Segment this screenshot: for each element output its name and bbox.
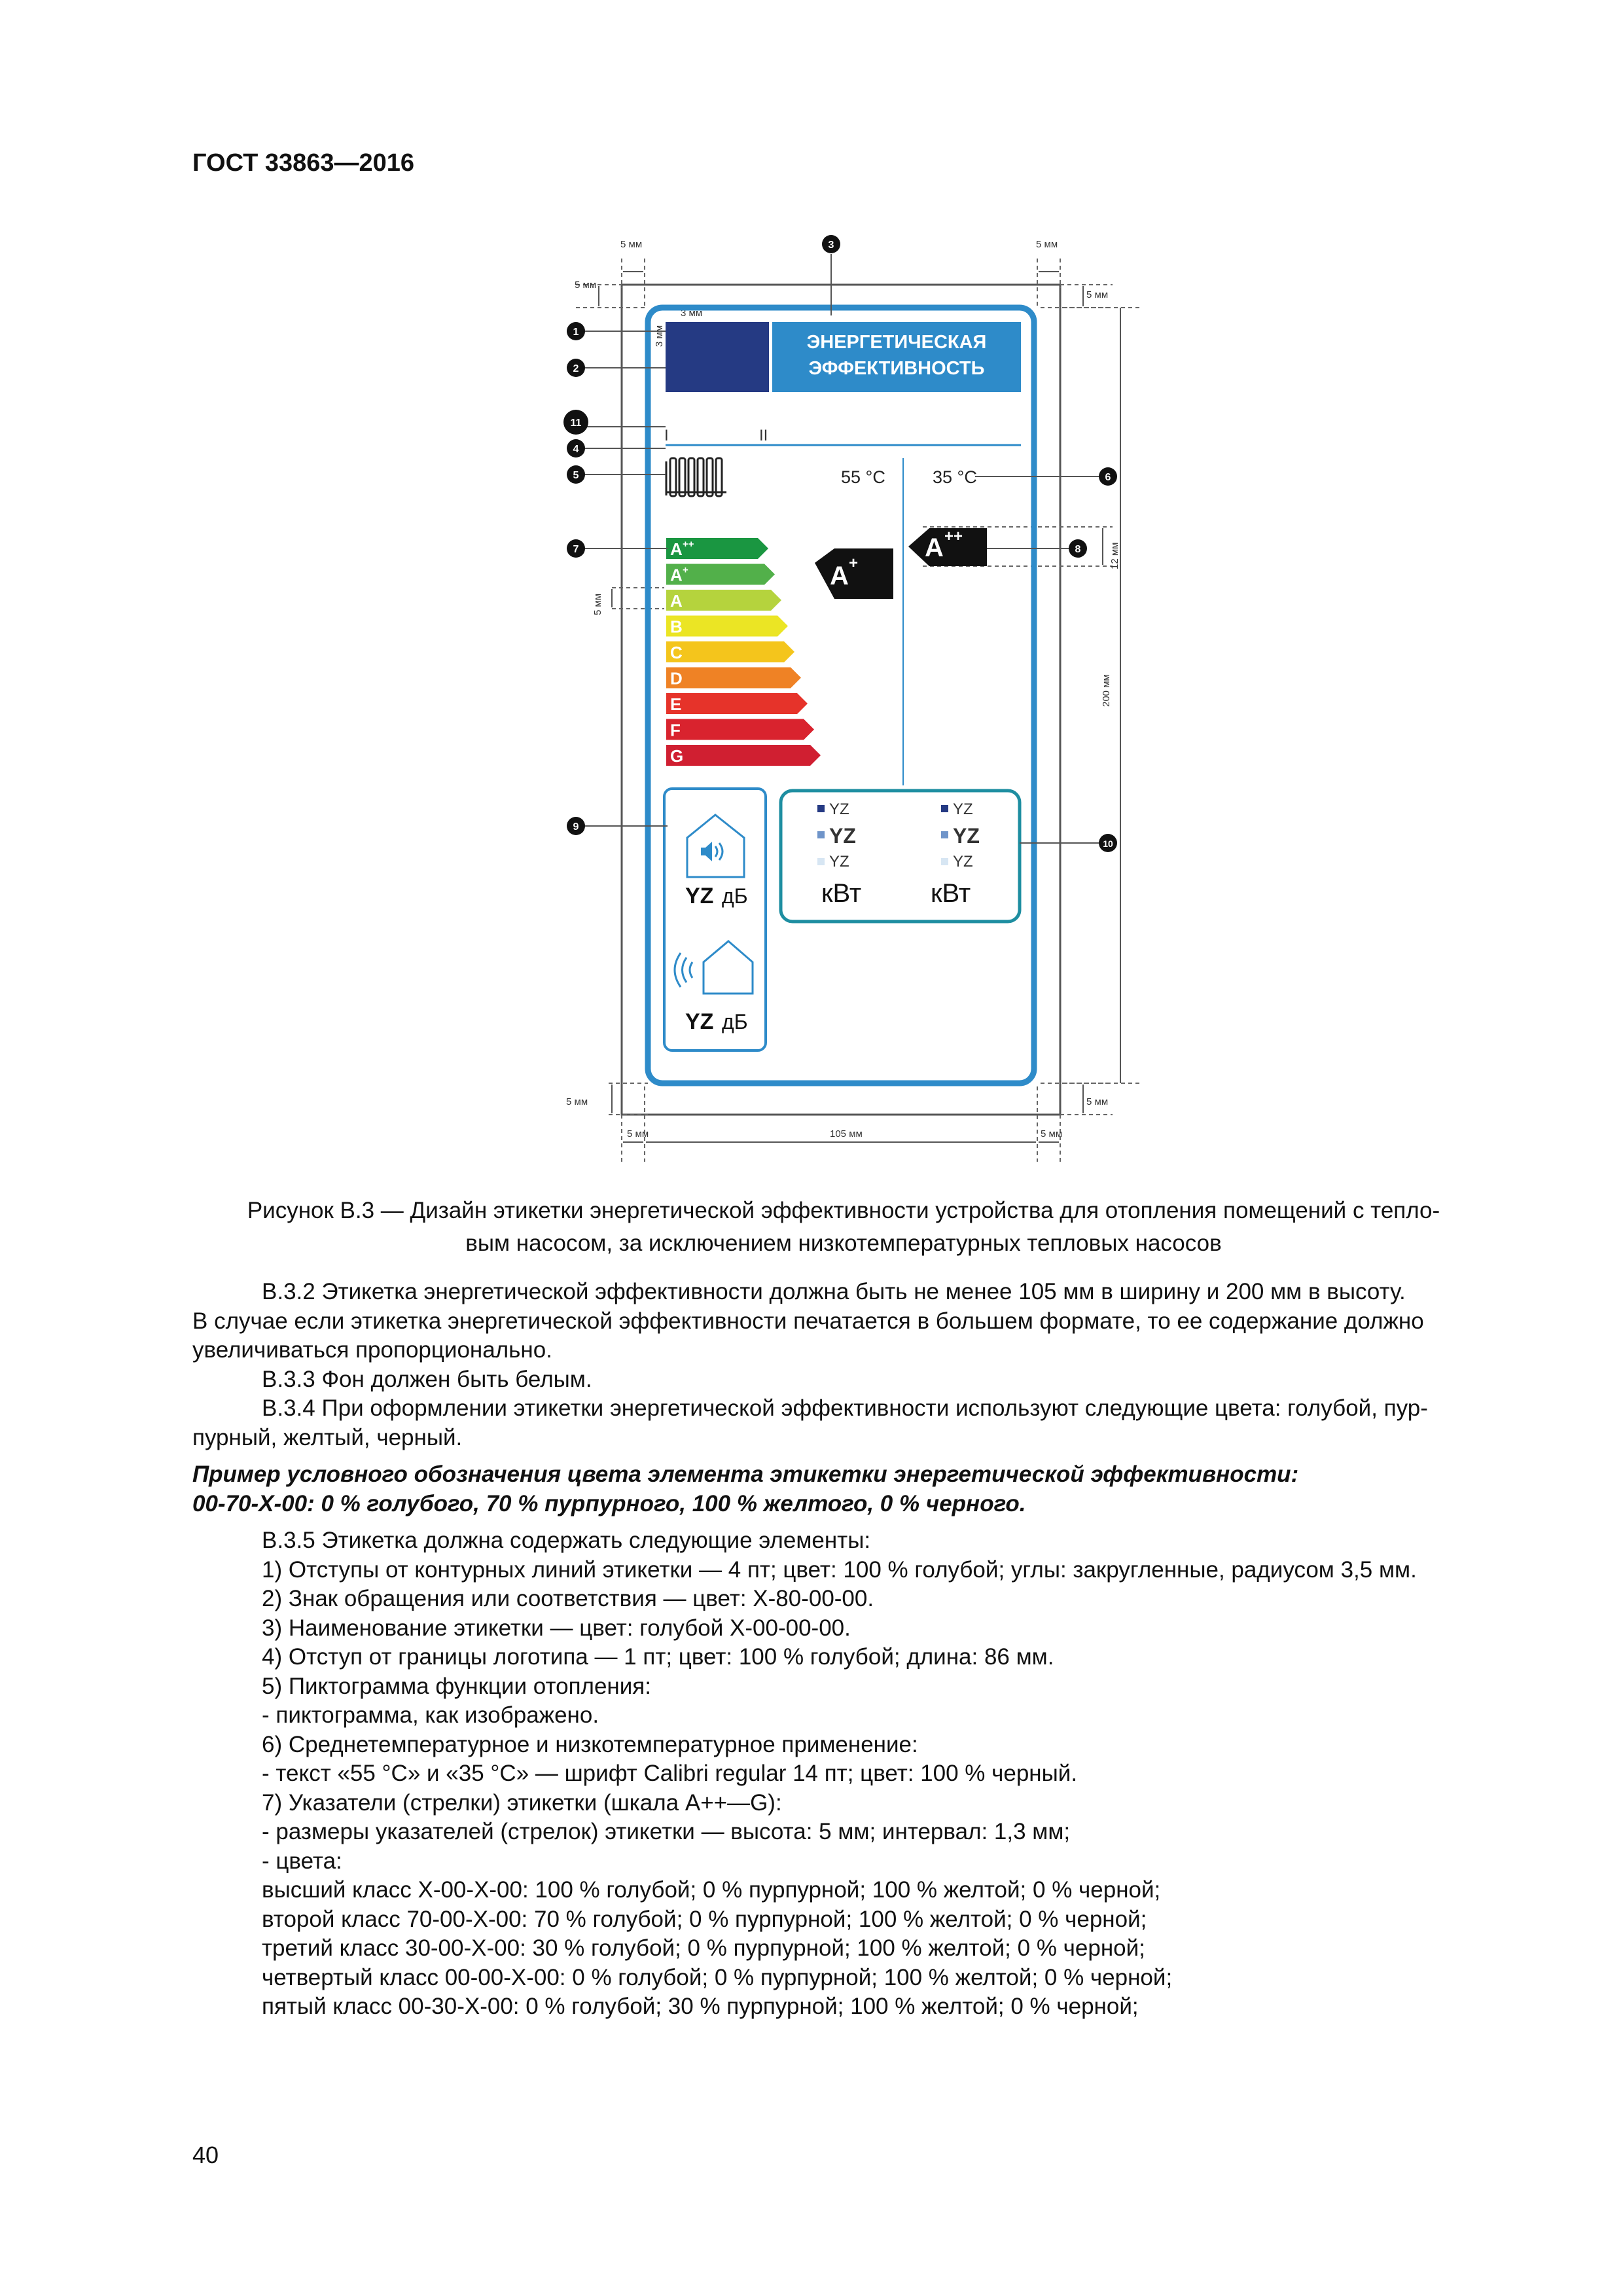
- dimension-guides: [576, 259, 1142, 1162]
- scale-arrow-0: [666, 538, 768, 559]
- svg-text:3: 3: [828, 240, 834, 251]
- power-large-value-1: YZ: [829, 824, 856, 848]
- example-line-1: Пример условного обозначения цвета элемента этикетки энергетической эффективности:: [192, 1462, 1299, 1487]
- scale-letter: A: [670, 565, 683, 585]
- medium-class-letter: A: [830, 562, 849, 590]
- scale-letter: B: [670, 617, 683, 637]
- power-small-value-1: YZ: [829, 800, 849, 818]
- outdoor-noise-unit: дБ: [722, 1010, 748, 1033]
- power-small-value-4: YZ: [953, 853, 973, 870]
- callout-7: [567, 539, 585, 558]
- power-unit-1: кВт: [821, 879, 862, 908]
- svg-text:7: 7: [573, 544, 579, 555]
- list-item: четвертый класс 00-00-Х-00: 0 % голубой; 0 % пурпурной; 100 % желтой; 0 % черной;: [262, 1964, 1173, 1990]
- paragraph-b34-line2: пурный, желтый, черный.: [192, 1424, 463, 1450]
- list-item: - пиктограмма, как изображено.: [262, 1702, 599, 1728]
- callout-5: [567, 465, 585, 484]
- svg-text:2: 2: [573, 363, 579, 374]
- power-col-medium: [817, 800, 861, 908]
- low-class-sup: ++: [944, 528, 963, 545]
- power-small-value-2: YZ: [829, 853, 849, 870]
- temp-low-label: 35 °С: [933, 467, 977, 487]
- scale-sup: +: [683, 564, 688, 576]
- paragraph-b35: В.3.5 Этикетка должна содержать следующие элементы:: [262, 1528, 871, 1553]
- caption-line-2: вым насосом, за исключением низкотемпературных тепловых насосов: [465, 1230, 1222, 1256]
- paragraph-b33: В.3.3 Фон должен быть белым.: [262, 1366, 592, 1392]
- dim-5mm-bottom-right: 5 мм: [1086, 1096, 1109, 1107]
- dim-3mm-horizontal: 3 мм: [681, 308, 703, 319]
- low-class-letter: A: [925, 533, 944, 562]
- dim-5mm-left: 5 мм: [575, 279, 597, 291]
- callout-9: [567, 817, 585, 835]
- requirements-list: [192, 1556, 1514, 2022]
- scale-arrow-2: [666, 590, 781, 611]
- scale-arrow-5: [666, 668, 801, 689]
- label-title-line2: ЭФФЕКТИВНОСТЬ: [808, 358, 985, 379]
- callout-3: [822, 235, 840, 253]
- radiator-heating-icon: [666, 458, 726, 496]
- example-line-2: 00-70-Х-00: 0 % голубого, 70 % пурпурного, 100 % желтого, 0 % черного.: [192, 1490, 1026, 1516]
- indoor-noise-icon: [687, 815, 744, 877]
- svg-text:6: 6: [1105, 472, 1111, 483]
- scale-arrow-7: [666, 719, 814, 740]
- scale-arrow-8: [666, 745, 821, 766]
- svg-text:11: 11: [570, 418, 582, 429]
- scale-sup: ++: [683, 539, 694, 550]
- dim-200mm: 200 мм: [1101, 674, 1112, 707]
- indoor-noise-unit: дБ: [722, 884, 748, 908]
- dim-5mm-foot-left: 5 мм: [627, 1128, 649, 1139]
- svg-text:10: 10: [1103, 838, 1113, 849]
- list-item: 4) Отступ от границы логотипа — 1 пт; цвет: 100 % голубой; длина: 86 мм.: [262, 1644, 1054, 1670]
- callout-10: [1099, 834, 1117, 852]
- list-item: 7) Указатели (стрелки) этикетки (шкала А++—G):: [262, 1789, 782, 1816]
- list-item: второй класс 70-00-Х-00: 70 % голубой; 0 % пурпурной; 100 % желтой; 0 % черной;: [262, 1906, 1147, 1932]
- scale-letter: C: [670, 643, 683, 662]
- logo-block: [666, 322, 769, 392]
- scale-letter: F: [670, 720, 681, 740]
- dim-5mm-arrow-spacing: 5 мм: [592, 593, 603, 615]
- list-item: 2) Знак обращения или соответствия — цвет: Х-80-00-00.: [262, 1586, 874, 1611]
- list-item: - размеры указателей (стрелок) этикетки — высота: 5 мм; интервал: 1,3 мм;: [262, 1819, 1071, 1844]
- power-large-value-2: YZ: [953, 824, 980, 848]
- paragraph-b32-line2: В случае если этикетка энергетической эффективности печатается в большем формате, то ее содержание должно: [192, 1308, 1424, 1334]
- temp-medium-label: 55 °С: [841, 467, 885, 487]
- medium-class-sup: +: [849, 554, 859, 572]
- scale-letter: A: [670, 539, 683, 559]
- list-item: - текст «55 °С» и «35 °С» — шрифт Calibri regular 14 пт; цвет: 100 % черный.: [262, 1761, 1078, 1786]
- svg-text:4: 4: [573, 444, 579, 455]
- scale-letter: G: [670, 746, 684, 766]
- scale-letter: E: [670, 694, 682, 714]
- list-item: высший класс Х-00-Х-00: 100 % голубой; 0 % пурпурной; 100 % желтой; 0 % черной;: [262, 1877, 1161, 1903]
- low-temp-class-arrow: [908, 528, 987, 566]
- outdoor-noise-icon: [675, 941, 753, 994]
- list-item: третий класс 30-00-Х-00: 30 % голубой; 0 % пурпурной; 100 % желтой; 0 % черной;: [262, 1935, 1145, 1961]
- scale-arrow-1: [666, 564, 775, 585]
- scale-arrow-6: [666, 693, 808, 714]
- power-unit-2: кВт: [931, 879, 971, 908]
- callout-1: [567, 322, 585, 340]
- supplier-field-label: I: [664, 427, 669, 444]
- model-field-label: II: [759, 427, 768, 444]
- scale-letter: A: [670, 591, 683, 611]
- page-number: 40: [192, 2142, 219, 2168]
- noise-panel: [664, 789, 766, 1050]
- callout-11: [563, 410, 588, 435]
- paragraph-b32-line3: увеличиваться пропорционально.: [192, 1337, 552, 1363]
- label-title-line1: ЭНЕРГЕТИЧЕСКАЯ: [806, 332, 987, 353]
- callout-8: [1069, 539, 1087, 558]
- power-small-value-3: YZ: [953, 800, 973, 818]
- indoor-noise-value: YZ: [685, 884, 714, 908]
- svg-text:1: 1: [573, 327, 579, 338]
- dim-5mm-top-left: 5 мм: [620, 239, 643, 250]
- efficiency-scale: [666, 538, 821, 766]
- list-item: - цвета:: [262, 1848, 342, 1874]
- list-item: 3) Наименование этикетки — цвет: голубой Х-00-00-00.: [262, 1615, 851, 1641]
- dim-3mm-vertical: 3 мм: [654, 325, 665, 347]
- medium-temp-class-arrow: [815, 548, 893, 599]
- scale-arrow-4: [666, 641, 794, 662]
- list-item: пятый класс 00-30-Х-00: 0 % голубой; 30 % пурпурной; 100 % желтой; 0 % черной;: [262, 1994, 1139, 2019]
- list-item: 6) Среднетемпературное и низкотемпературное применение:: [262, 1731, 918, 1757]
- dim-5mm-foot-right: 5 мм: [1041, 1128, 1063, 1139]
- dim-12mm: 12 мм: [1109, 542, 1120, 569]
- figure-caption: [192, 1194, 1495, 1260]
- scale-arrow-3: [666, 616, 788, 637]
- list-item: 1) Отступы от контурных линий этикетки — 4 пт; цвет: 100 % голубой; углы: закругленные, радиусом 3,5 мм.: [262, 1556, 1417, 1583]
- power-output-panel: [781, 791, 1020, 922]
- paragraph-b32-line1: В.3.2 Этикетка энергетической эффективности должна быть не менее 105 мм в ширину и 200 мм в высоту.: [262, 1279, 1406, 1304]
- caption-line-1: Рисунок В.3 — Дизайн этикетки энергетической эффективности устройства для отопления помещений с тепло-: [247, 1198, 1440, 1223]
- svg-text:9: 9: [573, 821, 579, 833]
- dim-5mm-bottom-left: 5 мм: [566, 1096, 588, 1107]
- svg-text:8: 8: [1075, 544, 1081, 555]
- dim-5mm-right: 5 мм: [1086, 289, 1109, 300]
- callout-4: [567, 439, 585, 457]
- paragraph-b34-line1: В.3.4 При оформлении этикетки энергетической эффективности используют следующие цвета: голубой, пур-: [262, 1395, 1428, 1421]
- dim-5mm-top-right: 5 мм: [1036, 239, 1058, 250]
- scale-letter: D: [670, 668, 683, 689]
- list-item: 5) Пиктограмма функции отопления:: [262, 1673, 651, 1699]
- dim-105mm: 105 мм: [830, 1128, 863, 1139]
- callout-6: [1099, 467, 1117, 486]
- callout-2: [567, 359, 585, 377]
- svg-text:5: 5: [573, 470, 579, 481]
- outdoor-noise-value: YZ: [685, 1009, 714, 1034]
- body-text: [192, 1278, 1514, 2022]
- power-col-low: [931, 800, 980, 908]
- document-header: ГОСТ 33863—2016: [192, 149, 415, 177]
